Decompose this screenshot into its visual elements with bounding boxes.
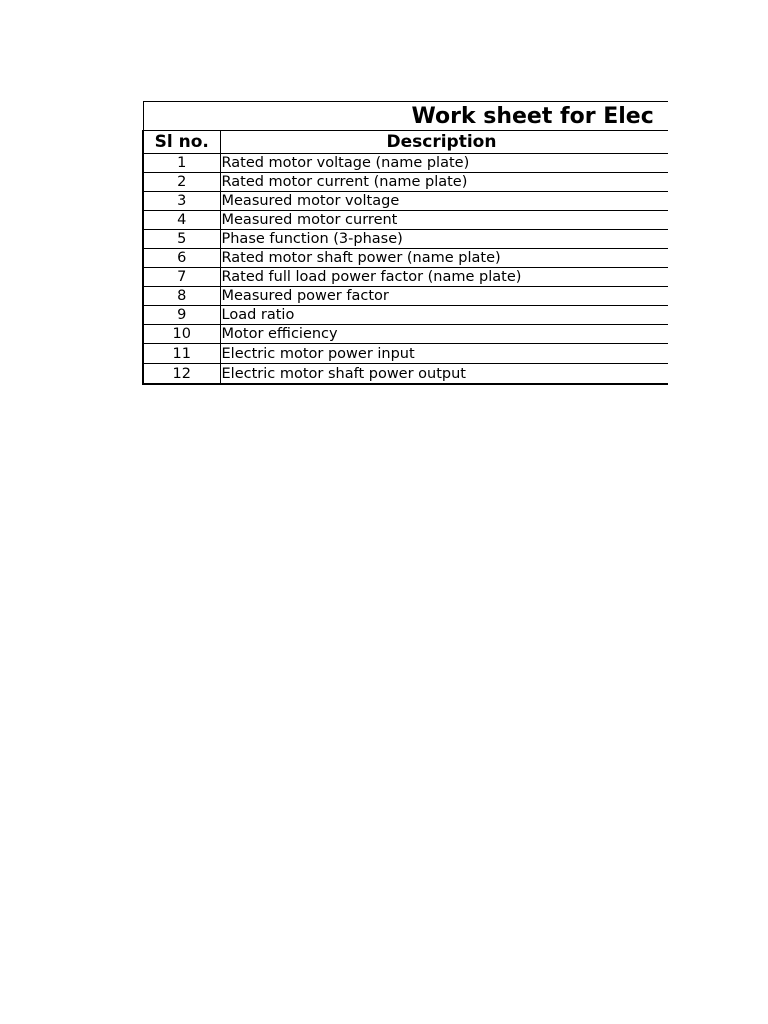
- row-description: Measured motor voltage: [220, 192, 668, 211]
- row-number: 2: [143, 173, 220, 192]
- row-number: 3: [143, 192, 220, 211]
- row-number: 8: [143, 287, 220, 306]
- row-number: 9: [143, 306, 220, 325]
- table-row: [143, 344, 668, 364]
- row-number: 1: [143, 154, 220, 173]
- row-description: Measured power factor: [220, 287, 668, 306]
- table-row: [143, 325, 668, 344]
- row-number: 6: [143, 249, 220, 268]
- worksheet-title: Work sheet for Elec: [411, 103, 654, 129]
- table-row: [143, 364, 668, 385]
- table-row: [143, 154, 668, 173]
- row-description: Motor efficiency: [220, 325, 668, 344]
- row-number: 4: [143, 211, 220, 230]
- table-row: [143, 249, 668, 268]
- row-description: Load ratio: [220, 306, 668, 325]
- row-number: 7: [143, 268, 220, 287]
- table-row: [143, 192, 668, 211]
- row-number: 10: [143, 325, 220, 344]
- row-description: Electric motor shaft power output: [220, 364, 668, 385]
- header-description: Description: [220, 131, 668, 154]
- row-description: Electric motor power input: [220, 344, 668, 364]
- row-number: 11: [143, 344, 220, 364]
- header-row: [143, 131, 668, 154]
- worksheet-viewport: [142, 101, 668, 397]
- row-number: 5: [143, 230, 220, 249]
- row-description: Rated motor shaft power (name plate): [220, 249, 668, 268]
- row-description: Phase function (3-phase): [220, 230, 668, 249]
- table-row: [143, 268, 668, 287]
- worksheet-table: [142, 101, 668, 385]
- row-description: Rated full load power factor (name plate): [220, 268, 668, 287]
- worksheet-title-cell: [143, 102, 668, 131]
- table-row: [143, 173, 668, 192]
- row-description: Measured motor current: [220, 211, 668, 230]
- table-row: [143, 306, 668, 325]
- table-row: [143, 230, 668, 249]
- row-number: 12: [143, 364, 220, 385]
- table-row: [143, 211, 668, 230]
- header-sl-no: Sl no.: [143, 131, 220, 154]
- row-description: Rated motor current (name plate): [220, 173, 668, 192]
- row-description: Rated motor voltage (name plate): [220, 154, 668, 173]
- title-row: [143, 102, 668, 131]
- table-row: [143, 287, 668, 306]
